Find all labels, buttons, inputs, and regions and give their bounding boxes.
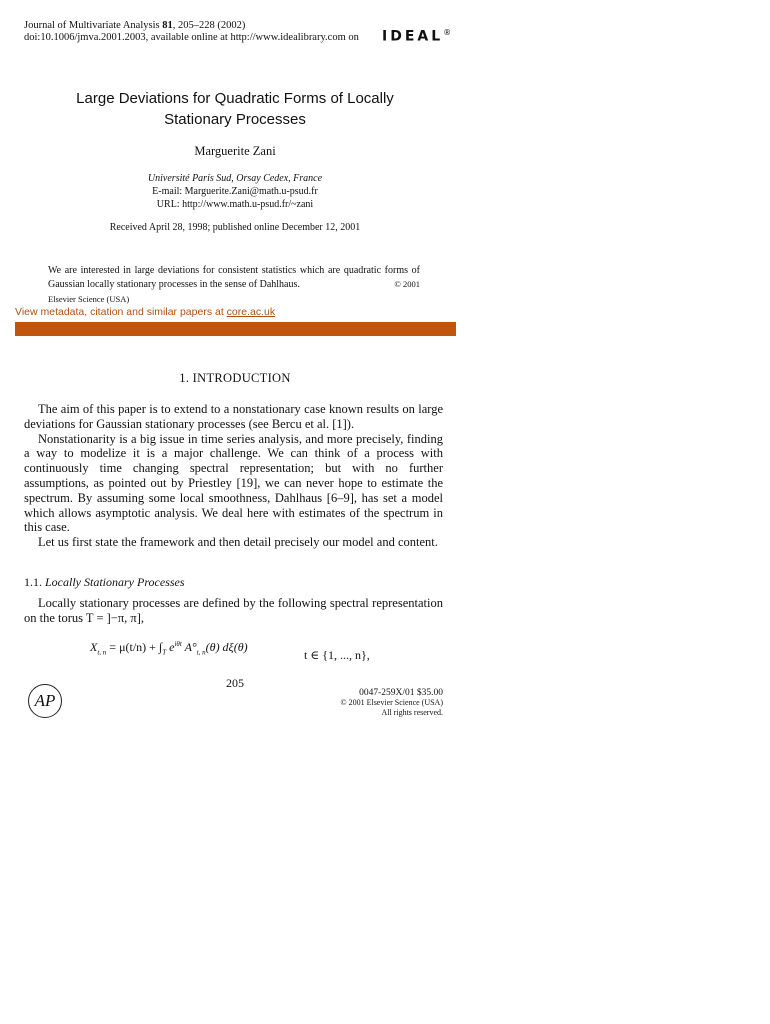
- paragraph: Locally stationary processes are defined by the following spectral representation on the torus T = ]−π, π],: [24, 596, 443, 625]
- core-link[interactable]: core.ac.uk: [226, 306, 276, 318]
- subsection-body: [24, 596, 443, 626]
- academic-press-logo: AP: [28, 684, 62, 718]
- intro-body: [24, 402, 443, 550]
- subsection-heading: 1.1. Locally Stationary Processes: [24, 575, 185, 589]
- paragraph: Let us first state the framework and then detail precisely our model and content.: [38, 535, 438, 550]
- price-copyright: 0047-259X/01 $35.00 © 2001 Elsevier Science (USA) All rights reserved.: [340, 688, 443, 717]
- core-banner-text: View metadata, citation and similar papers at core.ac.uk: [15, 306, 276, 318]
- ideal-logo: IDEAL®: [382, 28, 452, 45]
- equation-condition: t ∈ {1, ..., n},: [304, 648, 370, 662]
- equation: $X_{t, n} = \mu(t/n) + \int_T$ $e^{i\theta t}$ $A^\circ_{t, n}(\theta)$ dξ(θ): [90, 640, 248, 657]
- doi-line: doi:10.1006/jmva.2001.2003, available online at http://www.idealibrary.com on: [24, 32, 359, 43]
- paragraph: The aim of this paper is to extend to a nonstationary case known results on large deviations for Gaussian stationary processes (see Bercu et al. [1]).: [24, 402, 443, 431]
- core-banner-bar: [15, 322, 456, 336]
- author-name: Marguerite Zani: [194, 144, 276, 158]
- section-heading: 1. INTRODUCTION: [179, 371, 291, 385]
- paper-title: Large Deviations for Quadratic Forms of Locally Stationary Processes: [76, 90, 394, 128]
- page-number: 205: [226, 676, 244, 690]
- abstract: We are interested in large deviations for consistent statistics which are quadratic forms of Gaussian locally stationary processes in the sense of Dahlhaus. © 2001 Elsevier Science (USA): [48, 265, 420, 304]
- journal-citation: Journal of Multivariate Analysis 81, 205–228 (2002): [24, 20, 246, 31]
- received-date: Received April 28, 1998; published online December 12, 2001: [109, 222, 361, 233]
- paragraph: Nonstationarity is a big issue in time series analysis, and more precisely, finding a way to modelize it is a major challenge. We can think of a process with continuously time changing spectral representation; but with no further assumptions, as pointed out by Priestley [19], we can never hope to estimate the spectrum. By assuming some local smoothness, Dahlhaus [6–9], has set a model which allows asymptotic analysis. We deal here with estimates of the spectrum in this case.: [24, 431, 443, 535]
- affiliation: Université Paris Sud, Orsay Cedex, France E-mail: Marguerite.Zani@math.u-psud.fr URL: http://www.math.u-psud.fr/~zani: [147, 173, 323, 210]
